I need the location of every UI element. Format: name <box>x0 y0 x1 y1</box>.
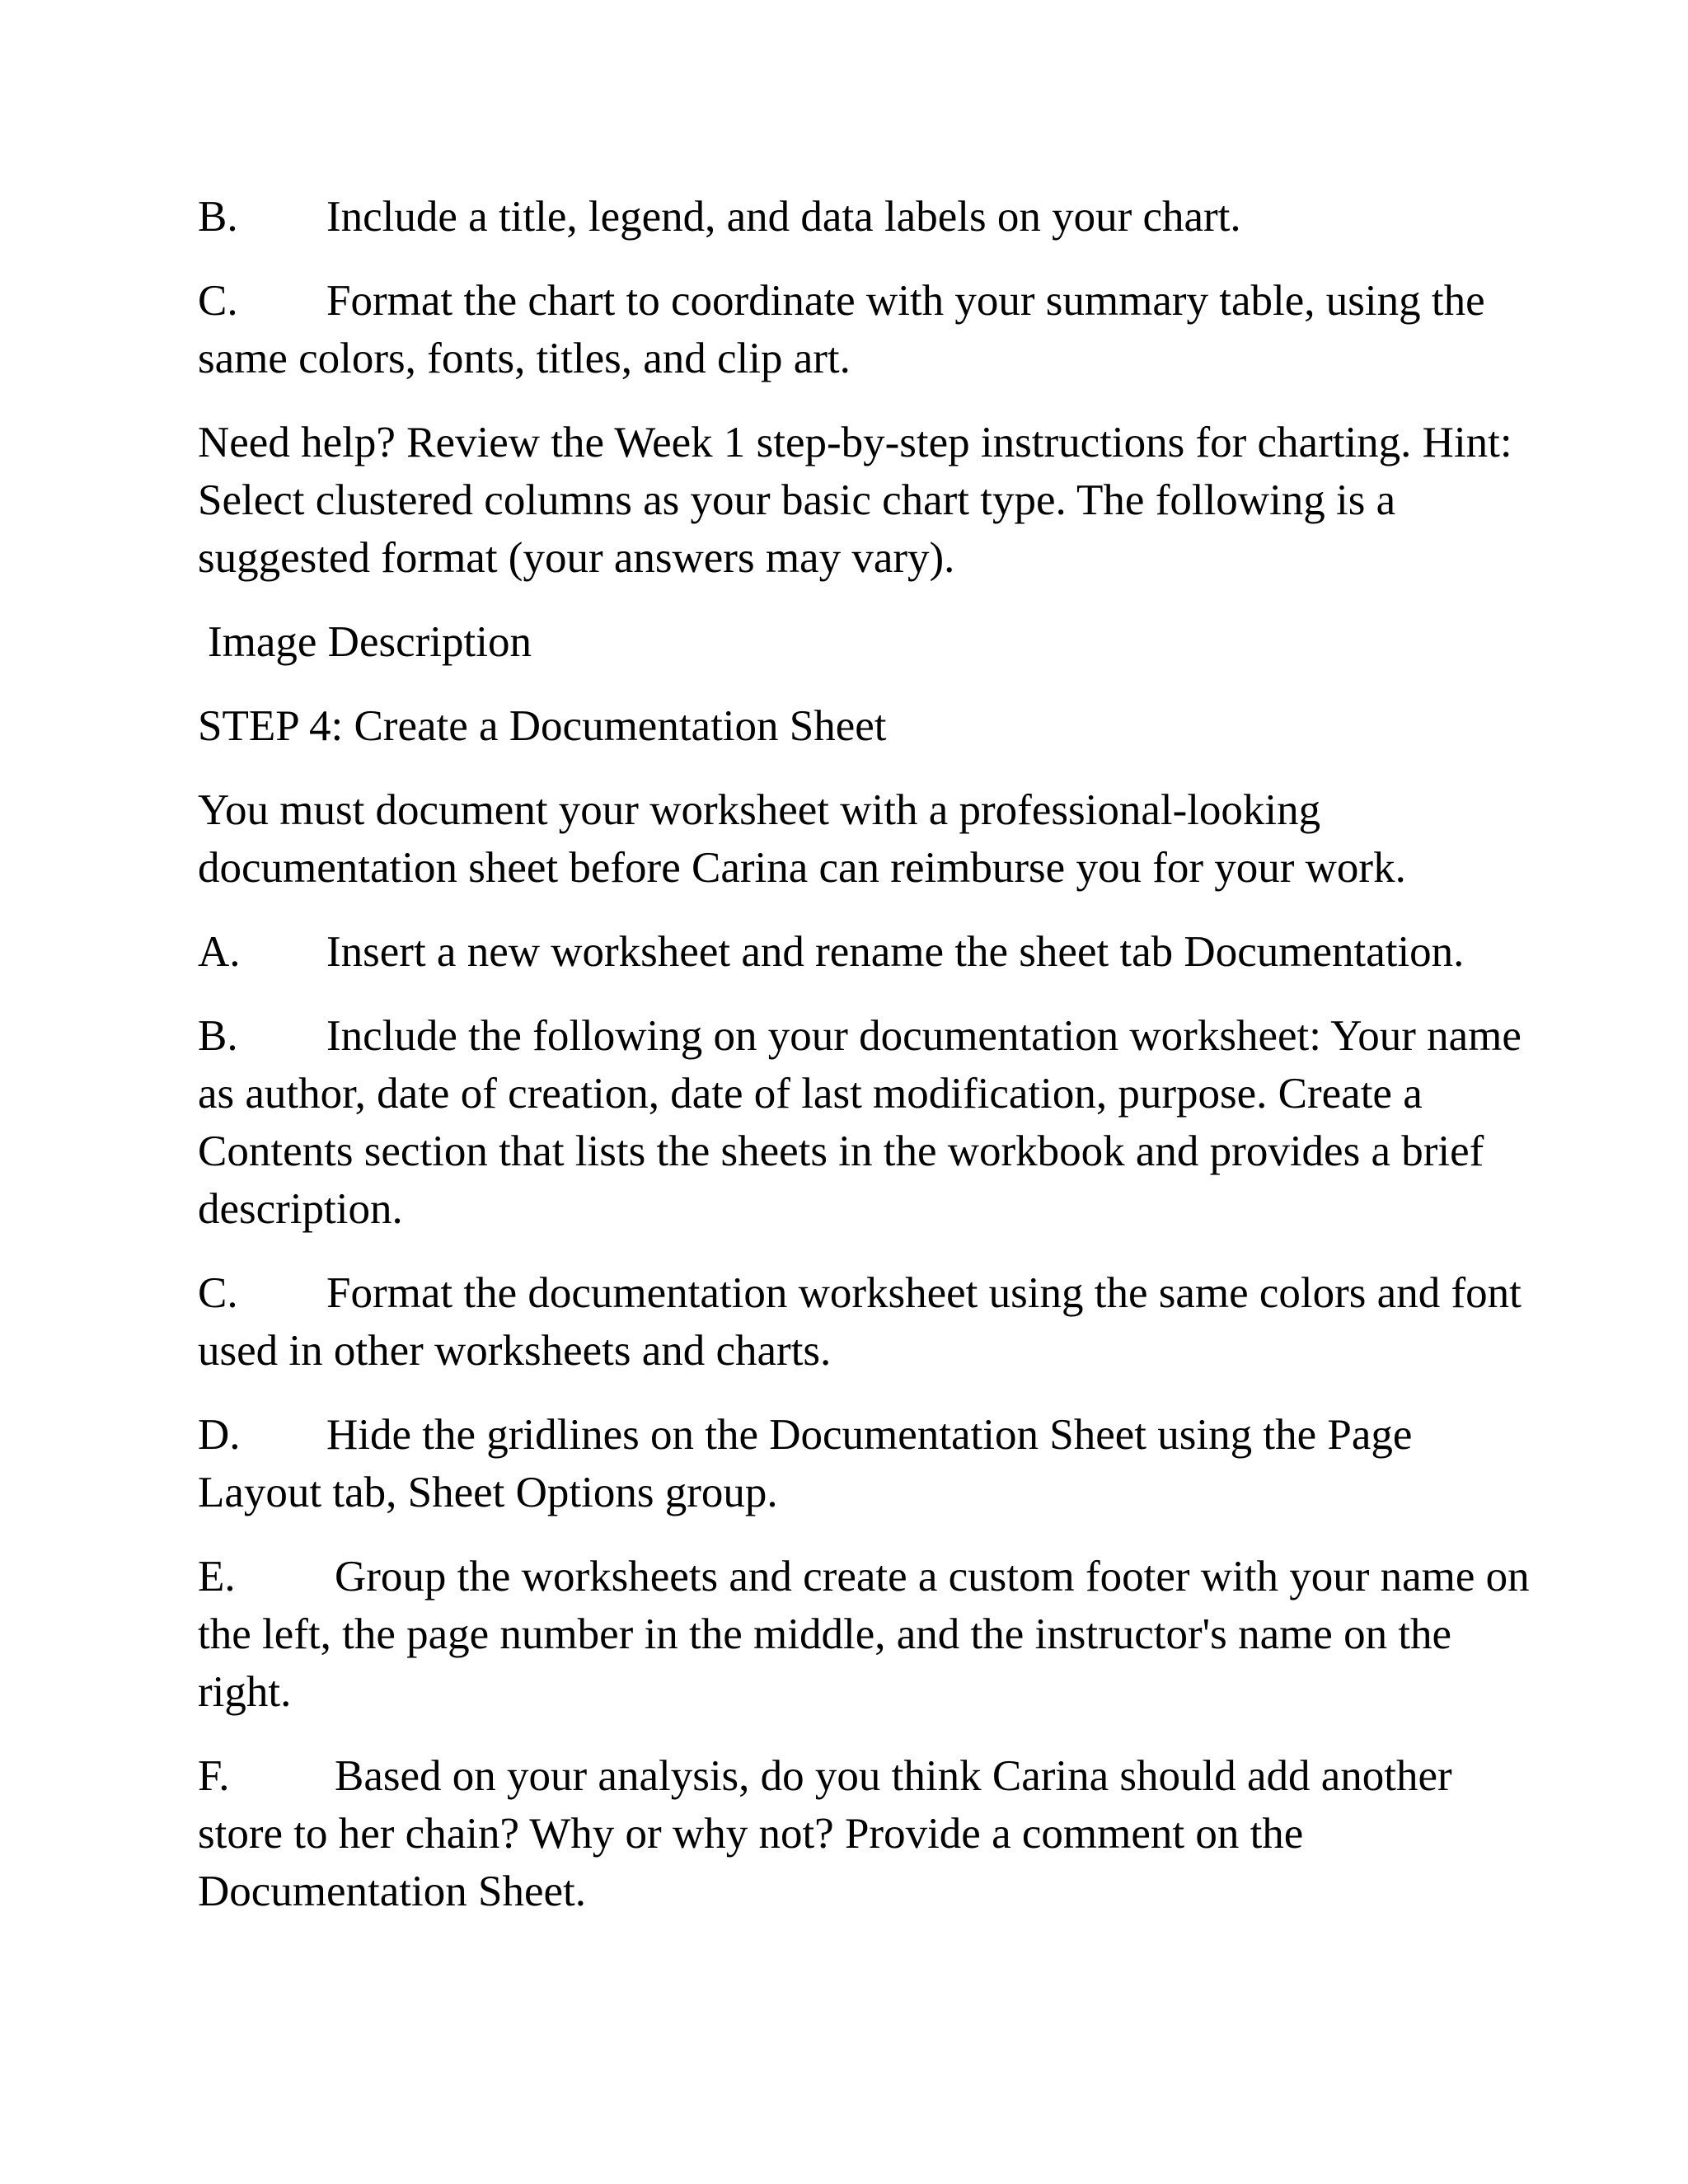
step4-item-a <box>198 923 1533 981</box>
chart-step-item-b <box>198 188 1533 246</box>
item-letter: B. <box>198 1012 238 1060</box>
step4-item-b <box>198 1007 1533 1238</box>
item-text: Based on your analysis, do you think Carina should add another store to her chain? Why or why not? Provide a comment on the Documentation Sheet. <box>198 1752 1452 1915</box>
item-letter: A. <box>198 928 241 976</box>
item-letter: B. <box>198 193 238 241</box>
step4-item-e <box>198 1548 1533 1721</box>
item-letter: E. <box>198 1553 236 1601</box>
item-text: Include a title, legend, and data labels on your chart. <box>326 193 1241 241</box>
step4-intro: You must document your worksheet with a professional-looking documentation sheet before Carina can reimburse you for your work. <box>198 786 1406 892</box>
image-description-link[interactable]: Image Description <box>208 618 532 666</box>
item-text: Format the documentation worksheet using the same colors and font used in other worksheets and charts. <box>198 1269 1522 1375</box>
item-letter: D. <box>198 1411 241 1459</box>
chart-step-item-c <box>198 272 1533 387</box>
item-text: Group the worksheets and create a custom footer with your name on the left, the page number in the middle, and the instructor's name on the right. <box>198 1553 1530 1716</box>
document-page <box>198 188 1533 1947</box>
item-text: Hide the gridlines on the Documentation Sheet using the Page Layout tab, Sheet Options group. <box>198 1411 1413 1516</box>
help-paragraph: Need help? Review the Week 1 step-by-step instructions for charting. Hint: Select clustered columns as your basic chart type. The following is a suggested format (your answers may vary). <box>198 419 1512 582</box>
step4-item-c <box>198 1264 1533 1380</box>
item-letter: F. <box>198 1752 230 1800</box>
item-text: Include the following on your documentation worksheet: Your name as author, date of creation, date of last modification, purpose. Create a Contents section that lists the sheets in the workbook and provides a brief description. <box>198 1012 1522 1233</box>
step4-item-f <box>198 1747 1533 1920</box>
item-text: Insert a new worksheet and rename the sheet tab Documentation. <box>326 928 1465 976</box>
step4-item-d <box>198 1406 1533 1521</box>
item-letter: C. <box>198 277 238 325</box>
step4-heading: STEP 4: Create a Documentation Sheet <box>198 702 887 750</box>
item-letter: C. <box>198 1269 238 1317</box>
item-text: Format the chart to coordinate with your summary table, using the same colors, fonts, titles, and clip art. <box>198 277 1485 382</box>
